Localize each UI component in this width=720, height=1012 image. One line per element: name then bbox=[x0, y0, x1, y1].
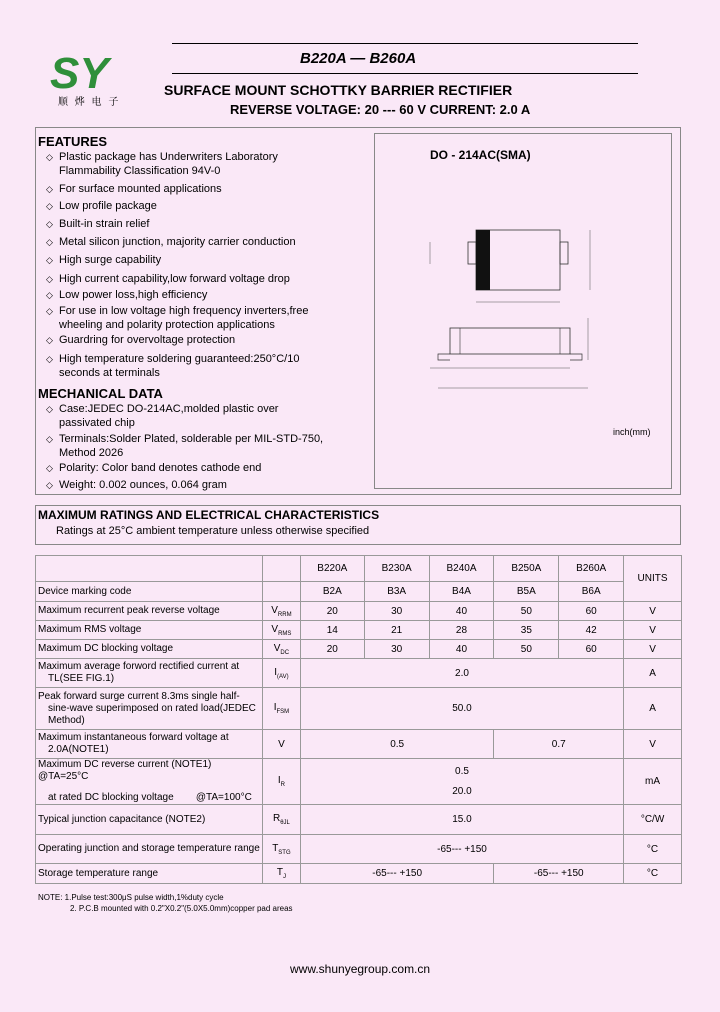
features-heading: FEATURES bbox=[38, 134, 108, 149]
value-cell: 15.0 bbox=[300, 805, 623, 835]
feature-item: ◇ Metal silicon junction, majority carrier conduction bbox=[46, 236, 296, 248]
table-row bbox=[36, 835, 682, 864]
table-header-row bbox=[36, 556, 682, 582]
value-cell: -65--- +150 bbox=[494, 864, 624, 884]
bullet-icon: ◇ bbox=[46, 152, 53, 162]
units-note: inch(mm) bbox=[613, 427, 651, 437]
feature-item: ◇ For surface mounted applications bbox=[46, 183, 222, 195]
value-cell: 0.5 bbox=[300, 730, 494, 759]
param-label: Maximum DC blocking voltage bbox=[36, 640, 263, 659]
param-label: Storage temperature range bbox=[36, 864, 263, 884]
param-label: Peak forward surge current 8.3ms single half- sine-wave superimposed on rated load(JEDEC Method) bbox=[36, 688, 263, 730]
feature-item: Flammability Classification 94V-0 bbox=[59, 165, 221, 177]
value-cell: 50 bbox=[494, 602, 559, 621]
marking-code: B4A bbox=[429, 582, 494, 602]
bullet-icon: ◇ bbox=[46, 306, 53, 316]
param-label: Maximum recurrent peak reverse voltage bbox=[36, 602, 263, 621]
value-cell: 0.7 bbox=[494, 730, 624, 759]
feature-item: ◇ Guardring for overvoltage protection bbox=[46, 334, 236, 346]
note-1: NOTE: 1.Pulse test:300μS pulse width,1%duty cycle bbox=[38, 893, 224, 902]
bullet-icon: ◇ bbox=[46, 237, 53, 247]
unit-cell: V bbox=[624, 730, 682, 759]
note-2: 2. P.C.B mounted with 0.2"X0.2"(5.0X5.0mm)copper pad areas bbox=[70, 904, 293, 913]
unit-cell: °C bbox=[624, 835, 682, 864]
param-label: Maximum DC reverse current (NOTE1) @TA=25°C at rated DC blocking voltage @TA=100°C bbox=[36, 759, 263, 805]
param-symbol: $I_{FSM}$ bbox=[262, 688, 300, 730]
feature-item: ◇ Plastic package has Underwriters Laboratory bbox=[46, 151, 278, 163]
bullet-icon: ◇ bbox=[46, 434, 53, 444]
param-symbol: $I_{(AV)}$ bbox=[262, 659, 300, 688]
bullet-icon: ◇ bbox=[46, 255, 53, 265]
part-range-title: B220A — B260A bbox=[300, 50, 417, 67]
value-cell: 60 bbox=[559, 602, 624, 621]
table-row bbox=[36, 582, 682, 602]
feature-item: wheeling and polarity protection applications bbox=[59, 319, 275, 331]
characteristics-table bbox=[35, 555, 682, 884]
divider bbox=[172, 73, 638, 74]
param-symbol: $R_{\theta JL}$ bbox=[262, 805, 300, 835]
table-cell bbox=[262, 582, 300, 602]
param-label: Operating junction and storage temperature range bbox=[36, 835, 263, 864]
mechanical-item: ◇ Case:JEDEC DO-214AC,molded plastic over bbox=[46, 403, 279, 415]
feature-item: ◇ For use in low voltage high frequency inverters,free bbox=[46, 305, 309, 317]
ratings-subtitle: Ratings at 25°C ambient temperature unless otherwise specified bbox=[56, 525, 370, 537]
param-label: Typical junction capacitance (NOTE2) bbox=[36, 805, 263, 835]
part-header: B240A bbox=[429, 556, 494, 582]
value-cell: 30 bbox=[364, 602, 429, 621]
website-link[interactable]: www.shunyegroup.com.cn bbox=[290, 962, 431, 976]
unit-cell: °C bbox=[624, 864, 682, 884]
mechanical-item: Method 2026 bbox=[59, 447, 124, 459]
param-symbol: $T_J$ bbox=[262, 864, 300, 884]
bullet-icon: ◇ bbox=[46, 404, 53, 414]
table-row bbox=[36, 688, 682, 730]
value-cell: 28 bbox=[429, 621, 494, 640]
table-cell bbox=[36, 556, 263, 582]
bullet-icon: ◇ bbox=[46, 184, 53, 194]
feature-item: seconds at terminals bbox=[59, 367, 160, 379]
feature-item: ◇ Low power loss,high efficiency bbox=[46, 289, 208, 301]
table-row bbox=[36, 805, 682, 835]
value-cell: 20 bbox=[300, 602, 364, 621]
param-symbol: $V_{RRM}$ bbox=[262, 602, 300, 621]
bullet-icon: ◇ bbox=[46, 274, 53, 284]
footnotes bbox=[38, 892, 293, 914]
mechanical-item: ◇ Terminals:Solder Plated, solderable per MIL-STD-750, bbox=[46, 433, 324, 445]
table-row bbox=[36, 602, 682, 621]
table-row bbox=[36, 759, 682, 805]
units-header: UNITS bbox=[624, 556, 682, 602]
feature-item: ◇ High temperature soldering guaranteed:250°C/10 bbox=[46, 353, 300, 365]
value-cell: 2.0 bbox=[300, 659, 623, 688]
value-cell: 21 bbox=[364, 621, 429, 640]
bullet-icon: ◇ bbox=[46, 219, 53, 229]
param-symbol: $I_R$ bbox=[262, 759, 300, 805]
document-subtitle: REVERSE VOLTAGE: 20 --- 60 V CURRENT: 2.0 A bbox=[230, 102, 531, 117]
mechanical-item: passivated chip bbox=[59, 417, 135, 429]
bullet-icon: ◇ bbox=[46, 480, 53, 490]
value-cell: 40 bbox=[429, 640, 494, 659]
value-cell: 20 bbox=[300, 640, 364, 659]
bullet-icon: ◇ bbox=[46, 335, 53, 345]
param-symbol: V bbox=[262, 730, 300, 759]
table-row bbox=[36, 659, 682, 688]
value-cell: 40 bbox=[429, 602, 494, 621]
unit-cell: °C/W bbox=[624, 805, 682, 835]
bullet-icon: ◇ bbox=[46, 201, 53, 211]
value-cell: 42 bbox=[559, 621, 624, 640]
marking-code: B2A bbox=[300, 582, 364, 602]
value-cell: 50.0 bbox=[300, 688, 623, 730]
marking-code: B5A bbox=[494, 582, 559, 602]
table-row bbox=[36, 730, 682, 759]
bullet-icon: ◇ bbox=[46, 463, 53, 473]
bullet-icon: ◇ bbox=[46, 354, 53, 364]
marking-code: B6A bbox=[559, 582, 624, 602]
package-outline-drawing bbox=[420, 218, 620, 408]
document-title: SURFACE MOUNT SCHOTTKY BARRIER RECTIFIER bbox=[164, 82, 513, 98]
param-symbol: $V_{DC}$ bbox=[262, 640, 300, 659]
table-row bbox=[36, 640, 682, 659]
unit-cell: A bbox=[624, 688, 682, 730]
unit-cell: mA bbox=[624, 759, 682, 805]
unit-cell: V bbox=[624, 602, 682, 621]
mechanical-heading: MECHANICAL DATA bbox=[38, 386, 163, 401]
package-name: DO - 214AC(SMA) bbox=[430, 148, 531, 162]
value-cell: 35 bbox=[494, 621, 559, 640]
marking-code: B3A bbox=[364, 582, 429, 602]
feature-item: ◇ High current capability,low forward voltage drop bbox=[46, 273, 290, 285]
param-symbol: $T_{STG}$ bbox=[262, 835, 300, 864]
mechanical-item: ◇ Weight: 0.002 ounces, 0.064 gram bbox=[46, 479, 227, 491]
param-symbol: $V_{RMS}$ bbox=[262, 621, 300, 640]
mechanical-item: ◇ Polarity: Color band denotes cathode end bbox=[46, 462, 262, 474]
feature-item: ◇ High surge capability bbox=[46, 254, 162, 266]
ratings-title: MAXIMUM RATINGS AND ELECTRICAL CHARACTERISTICS bbox=[38, 508, 380, 522]
table-row bbox=[36, 864, 682, 884]
part-header: B220A bbox=[300, 556, 364, 582]
feature-item: ◇ Built-in strain relief bbox=[46, 218, 150, 230]
unit-cell: A bbox=[624, 659, 682, 688]
param-label: Device marking code bbox=[36, 582, 263, 602]
bullet-icon: ◇ bbox=[46, 290, 53, 300]
value-cell: 60 bbox=[559, 640, 624, 659]
feature-item: ◇ Low profile package bbox=[46, 200, 157, 212]
divider bbox=[172, 43, 638, 44]
value-cell: 30 bbox=[364, 640, 429, 659]
param-label: Maximum average forword rectified current at TL(SEE FIG.1) bbox=[36, 659, 263, 688]
table-cell bbox=[262, 556, 300, 582]
unit-cell: V bbox=[624, 621, 682, 640]
logo-letters: SY bbox=[50, 49, 109, 98]
value-cell: 14 bbox=[300, 621, 364, 640]
part-header: B230A bbox=[364, 556, 429, 582]
part-header: B260A bbox=[559, 556, 624, 582]
param-label: Maximum RMS voltage bbox=[36, 621, 263, 640]
table-row bbox=[36, 621, 682, 640]
value-cell: 50 bbox=[494, 640, 559, 659]
value-cell: -65--- +150 bbox=[300, 864, 494, 884]
param-label: Maximum instantaneous forward voltage at 2.0A(NOTE1) bbox=[36, 730, 263, 759]
unit-cell: V bbox=[624, 640, 682, 659]
value-cell: -65--- +150 bbox=[300, 835, 623, 864]
part-header: B250A bbox=[494, 556, 559, 582]
value-cell: 0.5 20.0 bbox=[300, 759, 623, 805]
logo-subtitle: 顺 烨 电 子 bbox=[58, 97, 121, 108]
